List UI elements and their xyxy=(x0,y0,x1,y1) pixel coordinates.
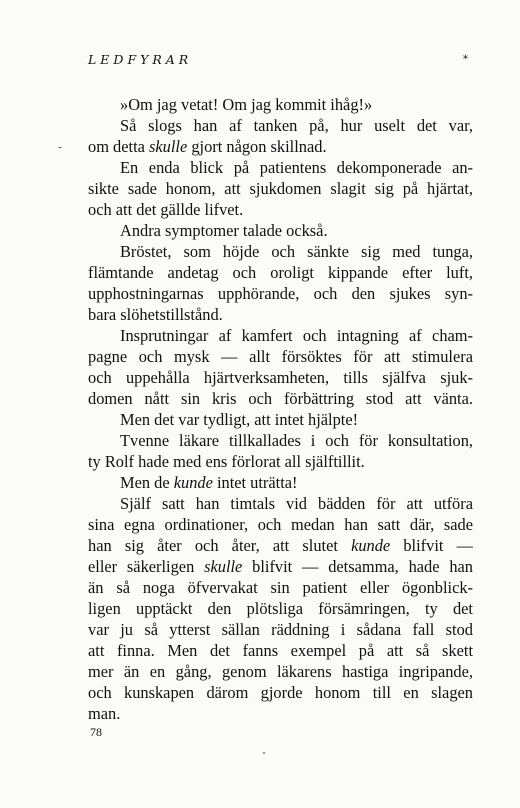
margin-mark: - xyxy=(58,140,63,154)
text-line: »Om jag vetat! Om jag kommit ihåg!» xyxy=(120,95,373,114)
page-number: 78 xyxy=(90,725,102,739)
text-line: man. xyxy=(88,704,121,723)
text-line: och uppehålla hjärtverksamheten, tills själfva sjuk- xyxy=(88,368,473,387)
text-line: eller säkerligen skulle blifvit — detsamma, hade han xyxy=(88,557,473,576)
running-head: LEDFYRAR xyxy=(88,52,193,67)
text-line: var ju så ytterst sällan räddning i sådana fall stod xyxy=(88,620,473,639)
text-line: att finna. Men det fanns exempel på att så skett xyxy=(88,641,473,660)
text-line: Men det var tydligt, att intet hjälpte! xyxy=(120,410,359,429)
page-header xyxy=(88,52,468,72)
text-line: mer än en gång, genom läkarens hastiga ingripande, xyxy=(88,662,473,681)
text-line: om detta skulle gjort någon skillnad. xyxy=(88,137,327,156)
text-line: domen nått sin kris och förbättring stod att vänta. xyxy=(88,389,473,408)
text-line: pagne och mysk — allt försöktes för att stimulera xyxy=(88,347,473,366)
text-line: Så slogs han af tanken på, hur uselt det var, xyxy=(120,116,473,135)
text-line: bara slöhetstillstånd. xyxy=(88,305,223,324)
text-line: och att det gällde lifvet. xyxy=(88,200,244,219)
text-line: Själf satt han timtals vid bädden för att utföra xyxy=(120,494,473,513)
text-line: Insprutningar af kamfert och intagning af cham- xyxy=(120,326,473,345)
text-line: upphostningarnas upphörande, och den sjukes syn- xyxy=(88,284,473,303)
text-line: flämtande andetag och oroligt kippande efter luft, xyxy=(88,263,473,282)
print-speck xyxy=(263,752,265,754)
text-line: ligen upptäckt den plötsliga försämringen, ty det xyxy=(88,599,473,618)
text-line: Tvenne läkare tillkallades i och för konsultation, xyxy=(120,431,473,450)
text-line: Bröstet, som höjde och sänkte sig med tunga, xyxy=(120,242,473,261)
text-line: han sig åter och åter, att slutet kunde blifvit — xyxy=(88,536,473,555)
text-line: och kunskapen därom gjorde honom till en slagen xyxy=(88,683,473,702)
ornament-star-icon: * xyxy=(463,54,468,65)
text-line: Andra symptomer talade också. xyxy=(120,221,328,240)
text-line: sikte sade honom, att sjukdomen slagit sig på hjärtat, xyxy=(88,179,473,198)
text-line: Men de kunde intet uträtta! xyxy=(120,473,298,492)
text-line: En enda blick på patientens dekomponerade an- xyxy=(120,158,473,177)
text-line: än så noga öfvervakat sin patient eller ögonblick- xyxy=(88,578,473,597)
text-line: ty Rolf hade med ens förlorat all själftillit. xyxy=(88,452,365,471)
body-text xyxy=(88,94,473,724)
text-line: sina egna ordinationer, och medan han satt där, sade xyxy=(88,515,473,534)
